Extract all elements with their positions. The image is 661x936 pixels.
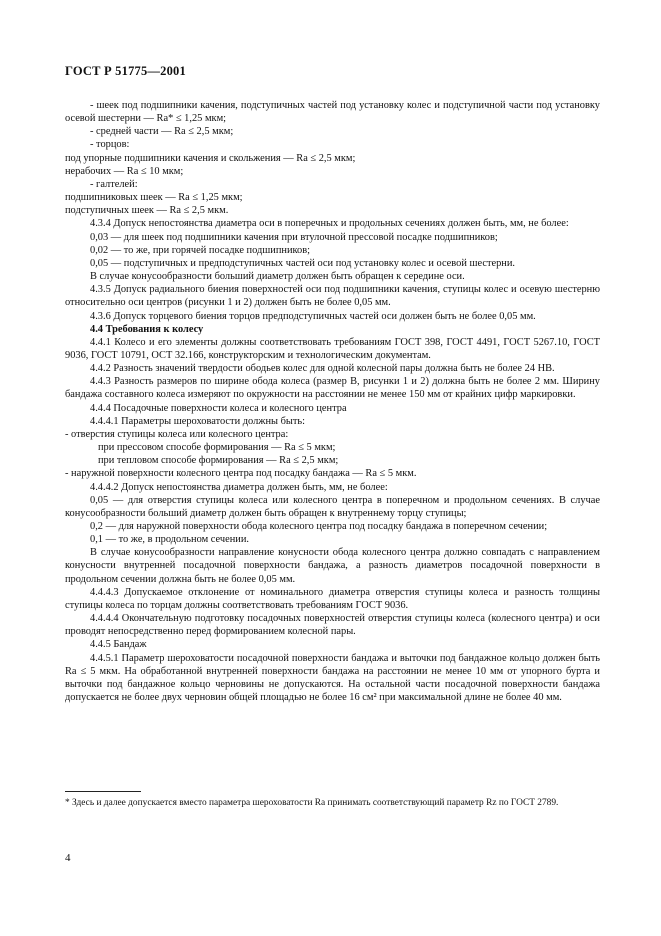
paragraph: - торцов: [90, 139, 130, 151]
paragraph: 0,1 — то же, в продольном сечении. [90, 534, 249, 546]
paragraph: - отверстия ступицы колеса или колесного центра: [65, 428, 289, 440]
body-text [65, 99, 600, 704]
paragraph: 0,05 — подступичных и предподступичных частей оси под установку колес и осевой шестерни. [90, 257, 516, 269]
footnote-divider [65, 791, 141, 792]
paragraph: 4.3.6 Допуск торцевого биения торцов предподступичных частей оси должен быть не более 0,05 мм. [90, 310, 536, 322]
section-heading: 4.4 Требования к колесу [90, 323, 204, 335]
paragraph: - галтелей: [90, 178, 138, 190]
paragraph: В случае конусообразности больший диаметр должен быть обращен к середине оси. [90, 271, 465, 283]
paragraph: 4.4.4.4 Окончательную подготовку посадочных поверхностей отверстия ступицы колеса (колесного центра) и оси проводят непосредственно перед формированием колесной пары. [65, 613, 600, 638]
paragraph: 4.3.5 Допуск радиального биения поверхностей оси под подшипники качения, ступицы колес и осевую шестерню относительно оси центров (рисунки 1 и 2) должен быть не более 0,05 мм. [65, 284, 600, 309]
paragraph: 4.4.1 Колесо и его элементы должны соответствовать требованиям ГОСТ 398, ГОСТ 4491, ГОСТ 5267.10, ГОСТ 9036, ГОСТ 10791, ОСТ 32.166, конструкторским и технологическим документам. [65, 336, 600, 361]
page-number: 4 [65, 852, 71, 864]
paragraph: при прессовом способе формирования — Ra ≤ 5 мкм; [98, 442, 336, 454]
paragraph: - шеек под подшипники качения, подступичных частей под установку колес и подступичной части под установку осевой шестерни — Ra* ≤ 1,25 мкм; [65, 100, 600, 125]
paragraph: под упорные подшипники качения и скольжения — Ra ≤ 2,5 мкм; [65, 152, 356, 164]
paragraph: подшипниковых шеек — Ra ≤ 1,25 мкм; [65, 192, 243, 204]
paragraph: 0,2 — для наружной поверхности обода колесного центра под посадку бандажа в поперечном сечении; [90, 521, 548, 532]
paragraph: 4.4.5.1 Параметр шероховатости посадочной поверхности бандажа и выточки под бандажное кольцо должен быть Ra ≤ 5 мкм. На обработанной внутренней поверхности бандажа на расстоянии не менее 10 мм от упорного бурта и выточки под бандажное кольцо черновины не допускаются. На остальной части посадочной поверхности бандажа допускается не более двух черновин общей площадью не более 16 см² при максимальной длине не более 40 мм. [65, 652, 600, 704]
paragraph: нерабочих — Ra ≤ 10 мкм; [65, 165, 184, 177]
footnote: * Здесь и далее допускается вместо параметра шероховатости Ra принимать соответствующий параметр Rz по ГОСТ 2789. [65, 798, 559, 808]
paragraph: 0,05 — для отверстия ступицы колеса или колесного центра в поперечном и продольном сечениях. В случае конусообразности больший диаметр должен быть обращен к внутреннему торцу ступицы; [65, 494, 600, 519]
document-header: ГОСТ Р 51775—2001 [65, 64, 186, 78]
paragraph: В случае конусообразности направление конусности обода колесного центра должно совпадать с направлением конусности внутренней посадочной поверхности бандажа, а разность диаметров посадочной поверхности в продольном сечении должна быть не более 0,05 мм. [65, 547, 600, 585]
paragraph: 4.3.4 Допуск непостоянства диаметра оси в поперечных и продольных сечениях должен быть, мм, не более: [90, 218, 569, 230]
paragraph: 4.4.3 Разность размеров по ширине обода колеса (размер B, рисунки 1 и 2) должна быть не более 2 мм. Ширину бандажа составного колеса измеряют по окружности на расстоянии не менее 150 мм от крайних цифр маркировки. [65, 376, 600, 401]
paragraph: 4.4.5 Бандаж [90, 639, 147, 651]
paragraph: - наружной поверхности колесного центра под посадку бандажа — Ra ≤ 5 мкм. [65, 468, 417, 480]
paragraph: 4.4.4.1 Параметры шероховатости должны быть: [90, 415, 306, 427]
paragraph: 4.4.2 Разность значений твердости ободьев колес для одной колесной пары должна быть не более 24 НВ. [90, 363, 555, 375]
paragraph: при тепловом способе формирования — Ra ≤ 2,5 мкм; [98, 455, 339, 467]
paragraph: - средней части — Ra ≤ 2,5 мкм; [90, 126, 234, 138]
paragraph: 0,03 — для шеек под подшипники качения при втулочной прессовой посадке подшипников; [90, 231, 498, 243]
paragraph: подступичных шеек — Ra ≤ 2,5 мкм. [65, 205, 229, 217]
paragraph: 4.4.4.2 Допуск непостоянства диаметра должен быть, мм, не более: [90, 481, 388, 493]
paragraph: 0,02 — то же, при горячей посадке подшипников; [90, 244, 311, 256]
paragraph: 4.4.4.3 Допускаемое отклонение от номинального диаметра отверстия ступицы колеса и разность толщины ступицы колеса по торцам должны соответствовать требованиям ГОСТ 9036. [65, 586, 600, 611]
paragraph: 4.4.4 Посадочные поверхности колеса и колесного центра [90, 402, 347, 414]
